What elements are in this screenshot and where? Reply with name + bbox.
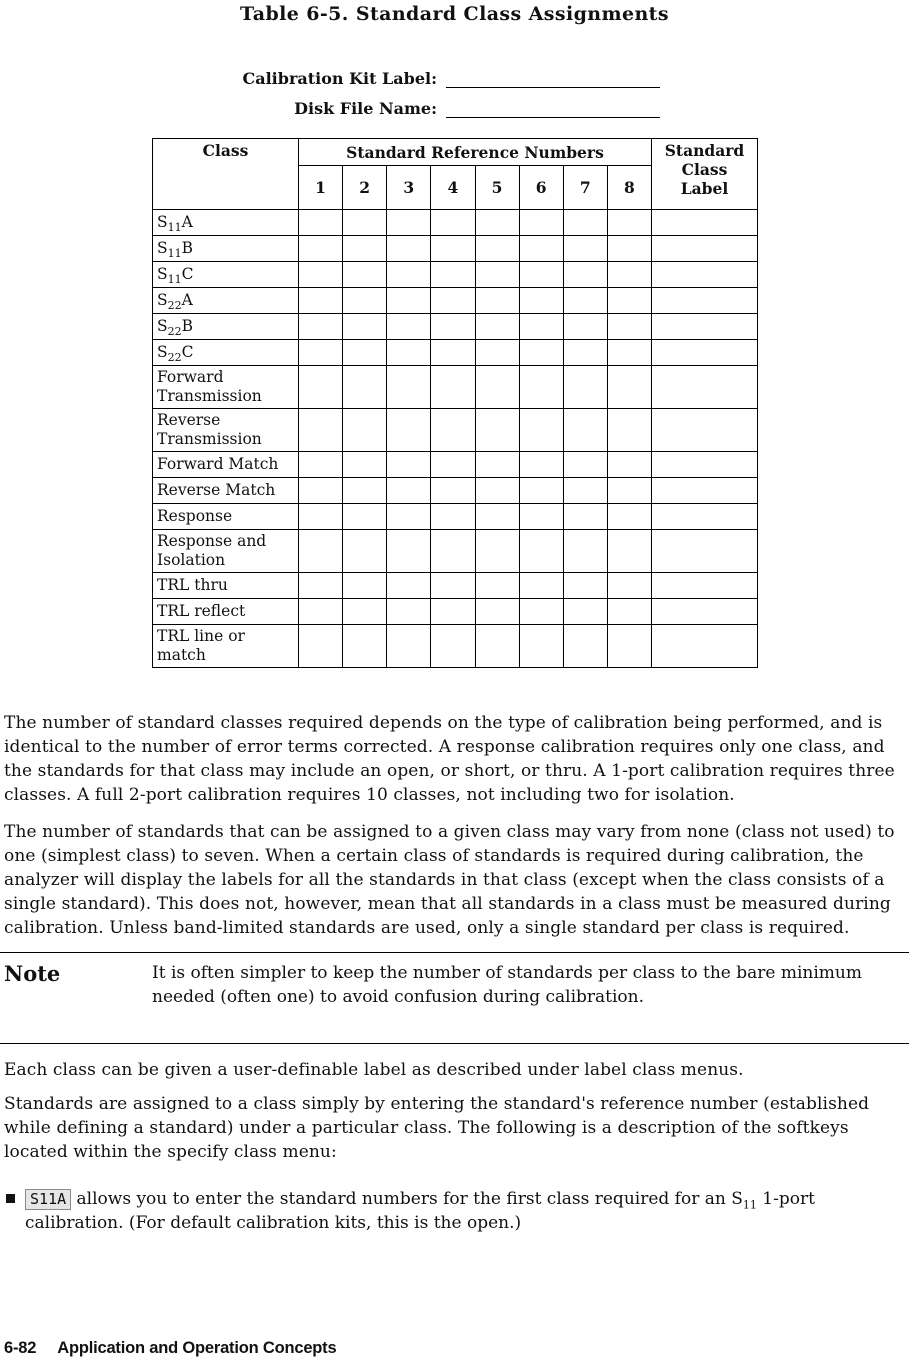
ref-number-blank-cell: [607, 625, 651, 668]
ref-number-blank-cell: [343, 236, 387, 262]
footer-title: Application and Operation Concepts: [57, 1339, 337, 1357]
ref-number-header: 8: [607, 166, 651, 210]
class-name-cell: Response and Isolation: [153, 530, 299, 573]
ref-number-blank-cell: [299, 599, 343, 625]
ref-number-blank-cell: [563, 236, 607, 262]
bullet-text-subscript: 11: [742, 1198, 757, 1212]
ref-number-blank-cell: [475, 504, 519, 530]
ref-number-blank-cell: [299, 314, 343, 340]
ref-number-blank-cell: [475, 530, 519, 573]
ref-number-blank-cell: [431, 262, 475, 288]
class-name-cell: $S_{22}B$: [153, 314, 299, 340]
class-name-cell: Forward Transmission: [153, 366, 299, 409]
ref-number-header: 2: [343, 166, 387, 210]
standard-class-label-blank-cell: [652, 210, 758, 236]
ref-number-blank-cell: [475, 236, 519, 262]
ref-number-blank-cell: [475, 288, 519, 314]
table-row: [153, 599, 758, 625]
ref-number-blank-cell: [431, 210, 475, 236]
paragraph-standard-classes: The number of standard classes required depends on the type of calibration being performed, and is identical to the number of error terms corrected. A response calibration requires only one class, and the standards for that class may include an open, or short, or thru. A 1-port calibration requires three classes. A full 2-port calibration requires 10 classes, not including two for isolation.: [4, 713, 895, 805]
ref-number-blank-cell: [519, 340, 563, 366]
square-bullet-icon: [6, 1194, 15, 1203]
class-name-cell: Reverse Match: [153, 478, 299, 504]
form-block: [0, 69, 909, 118]
table-row: [153, 366, 758, 409]
ref-number-blank-cell: [475, 210, 519, 236]
s11a-softkey-label: S11A: [25, 1189, 71, 1210]
paragraph-softkeys-intro: Standards are assigned to a class simply by entering the standard's reference number (established while defining a standard) under a particular class. The following is a description of the softkeys located within the specify class menu:: [4, 1094, 870, 1162]
ref-number-blank-cell: [519, 573, 563, 599]
ref-number-blank-cell: [387, 573, 431, 599]
standard-class-label-blank-cell: [652, 236, 758, 262]
ref-number-blank-cell: [563, 340, 607, 366]
calibration-kit-label: Calibration Kit Label:: [242, 69, 437, 88]
ref-number-blank-cell: [431, 366, 475, 409]
note-box: [0, 952, 909, 1044]
ref-number-blank-cell: [519, 625, 563, 668]
class-name-cell: $S_{11}C$: [153, 262, 299, 288]
ref-number-blank-cell: [387, 504, 431, 530]
standard-class-table-wrapper: [152, 138, 909, 668]
table-row: [153, 236, 758, 262]
bullet-text-pre: allows you to enter the standard numbers for the first class required for an S: [71, 1189, 743, 1209]
ref-number-blank-cell: [343, 599, 387, 625]
ref-number-blank-cell: [431, 625, 475, 668]
calibration-kit-blank-line: [446, 71, 660, 88]
table-row: [153, 573, 758, 599]
ref-number-blank-cell: [387, 452, 431, 478]
ref-number-blank-cell: [299, 262, 343, 288]
ref-number-blank-cell: [431, 314, 475, 340]
ref-number-blank-cell: [563, 599, 607, 625]
ref-number-blank-cell: [475, 573, 519, 599]
standard-class-label-blank-cell: [652, 366, 758, 409]
ref-number-blank-cell: [299, 288, 343, 314]
ref-number-header: 4: [431, 166, 475, 210]
ref-number-blank-cell: [299, 478, 343, 504]
table-row: [153, 262, 758, 288]
class-name-cell: $S_{11}A$: [153, 210, 299, 236]
ref-number-blank-cell: [475, 452, 519, 478]
ref-number-blank-cell: [607, 262, 651, 288]
table-row: [153, 340, 758, 366]
paragraph-class-label: Each class can be given a user-definable label as described under label class menus.: [4, 1060, 744, 1080]
ref-number-blank-cell: [431, 478, 475, 504]
table-row: [153, 625, 758, 668]
standard-class-label-blank-cell: [652, 262, 758, 288]
class-column-header: Class: [153, 139, 299, 210]
standard-class-label-blank-cell: [652, 288, 758, 314]
ref-number-blank-cell: [431, 530, 475, 573]
ref-number-blank-cell: [299, 504, 343, 530]
table-row: [153, 314, 758, 340]
ref-number-blank-cell: [343, 366, 387, 409]
ref-number-blank-cell: [343, 314, 387, 340]
ref-number-blank-cell: [387, 236, 431, 262]
table-row: [153, 210, 758, 236]
ref-number-blank-cell: [563, 366, 607, 409]
ref-number-blank-cell: [299, 366, 343, 409]
table-row: [153, 409, 758, 452]
class-name-cell: Reverse Transmission: [153, 409, 299, 452]
standard-class-label-line1: Standard: [664, 141, 745, 160]
class-name-cell: $S_{22}C$: [153, 340, 299, 366]
table-title: Table 6-5. Standard Class Assignments: [240, 3, 669, 25]
ref-number-blank-cell: [607, 288, 651, 314]
standard-class-label-blank-cell: [652, 599, 758, 625]
ref-number-blank-cell: [563, 452, 607, 478]
ref-number-blank-cell: [607, 504, 651, 530]
ref-number-blank-cell: [519, 409, 563, 452]
table-row: [153, 288, 758, 314]
ref-number-blank-cell: [475, 340, 519, 366]
ref-number-header: 7: [563, 166, 607, 210]
ref-number-blank-cell: [519, 504, 563, 530]
ref-number-blank-cell: [299, 210, 343, 236]
ref-number-blank-cell: [519, 314, 563, 340]
ref-number-blank-cell: [343, 452, 387, 478]
table-row: [153, 452, 758, 478]
ref-number-blank-cell: [299, 236, 343, 262]
standard-class-label-blank-cell: [652, 573, 758, 599]
ref-number-blank-cell: [519, 366, 563, 409]
ref-number-blank-cell: [563, 210, 607, 236]
standard-class-label-blank-cell: [652, 478, 758, 504]
ref-number-blank-cell: [607, 573, 651, 599]
ref-number-blank-cell: [343, 530, 387, 573]
disk-file-name-label: Disk File Name:: [294, 99, 437, 118]
calibration-kit-line: [0, 69, 909, 88]
ref-number-blank-cell: [299, 340, 343, 366]
ref-number-blank-cell: [475, 262, 519, 288]
ref-number-blank-cell: [343, 340, 387, 366]
ref-number-blank-cell: [387, 366, 431, 409]
ref-number-blank-cell: [387, 314, 431, 340]
ref-number-blank-cell: [343, 478, 387, 504]
ref-number-blank-cell: [299, 409, 343, 452]
table-row: [153, 530, 758, 573]
class-name-cell: TRL line or match: [153, 625, 299, 668]
standard-class-label-blank-cell: [652, 530, 758, 573]
class-name-cell: TRL reflect: [153, 599, 299, 625]
ref-number-blank-cell: [563, 288, 607, 314]
standard-class-label-blank-cell: [652, 340, 758, 366]
ref-number-header: 5: [475, 166, 519, 210]
ref-number-blank-cell: [475, 314, 519, 340]
ref-number-blank-cell: [519, 236, 563, 262]
bullet-text-post: 1-port calibration. (For default calibration kits, this is the open.): [25, 1189, 815, 1233]
ref-number-blank-cell: [431, 288, 475, 314]
note-text: It is often simpler to keep the number of standards per class to the bare minimum needed (often one) to avoid confusion during calibration.: [152, 963, 862, 1007]
ref-number-blank-cell: [607, 366, 651, 409]
ref-number-blank-cell: [343, 625, 387, 668]
ref-number-blank-cell: [475, 625, 519, 668]
ref-number-blank-cell: [299, 530, 343, 573]
ref-number-blank-cell: [431, 409, 475, 452]
ref-number-blank-cell: [431, 599, 475, 625]
page-footer: [4, 1339, 336, 1358]
ref-number-blank-cell: [387, 340, 431, 366]
ref-number-blank-cell: [519, 478, 563, 504]
ref-number-blank-cell: [299, 452, 343, 478]
ref-number-blank-cell: [563, 504, 607, 530]
standard-class-label-header: [652, 139, 758, 210]
ref-number-blank-cell: [607, 478, 651, 504]
standard-class-label-line2: Class Label: [680, 160, 729, 198]
table-row: [153, 504, 758, 530]
ref-number-blank-cell: [343, 573, 387, 599]
ref-number-blank-cell: [607, 530, 651, 573]
ref-number-header: 3: [387, 166, 431, 210]
ref-number-blank-cell: [607, 340, 651, 366]
class-name-cell: Response: [153, 504, 299, 530]
ref-number-blank-cell: [607, 452, 651, 478]
ref-number-blank-cell: [519, 530, 563, 573]
ref-number-blank-cell: [607, 314, 651, 340]
disk-file-line: [0, 99, 909, 118]
ref-number-blank-cell: [387, 478, 431, 504]
ref-number-blank-cell: [519, 452, 563, 478]
ref-number-blank-cell: [563, 625, 607, 668]
class-name-cell: $S_{22}A$: [153, 288, 299, 314]
ref-number-blank-cell: [475, 409, 519, 452]
class-name-cell: Forward Match: [153, 452, 299, 478]
ref-number-blank-cell: [563, 409, 607, 452]
note-heading: Note: [4, 961, 61, 986]
ref-number-blank-cell: [343, 210, 387, 236]
ref-number-blank-cell: [475, 599, 519, 625]
ref-number-blank-cell: [519, 210, 563, 236]
table-row: [153, 478, 758, 504]
ref-number-blank-cell: [387, 409, 431, 452]
standard-class-label-blank-cell: [652, 504, 758, 530]
softkey-bullet-item: [4, 1187, 905, 1235]
ref-number-blank-cell: [343, 504, 387, 530]
standard-class-label-blank-cell: [652, 625, 758, 668]
disk-file-name-blank-line: [446, 101, 660, 118]
ref-number-blank-cell: [299, 573, 343, 599]
ref-number-blank-cell: [387, 288, 431, 314]
ref-number-blank-cell: [563, 478, 607, 504]
ref-number-blank-cell: [519, 599, 563, 625]
ref-number-blank-cell: [431, 504, 475, 530]
paragraph-standards-assignment: The number of standards that can be assigned to a given class may vary from none (class not used) to one (simplest class) to seven. When a certain class of standards is required during calibration, the analyzer will display the labels for all the standards in that class (except when the class consists of a single standard). This does not, however, mean that all standards in a class must be measured during calibration. Unless band-limited standards are used, only a single standard per class is required.: [4, 822, 895, 938]
ref-number-blank-cell: [387, 530, 431, 573]
ref-number-blank-cell: [519, 288, 563, 314]
ref-number-blank-cell: [343, 409, 387, 452]
ref-number-blank-cell: [475, 366, 519, 409]
standard-class-label-blank-cell: [652, 452, 758, 478]
ref-number-blank-cell: [475, 478, 519, 504]
ref-number-blank-cell: [563, 573, 607, 599]
ref-number-header: 1: [299, 166, 343, 210]
ref-number-blank-cell: [387, 262, 431, 288]
ref-number-blank-cell: [431, 236, 475, 262]
ref-number-blank-cell: [607, 599, 651, 625]
ref-number-blank-cell: [431, 340, 475, 366]
page-number: 6-82: [4, 1339, 37, 1357]
ref-number-blank-cell: [607, 210, 651, 236]
standard-class-assignments-table: [152, 138, 758, 668]
ref-number-blank-cell: [387, 599, 431, 625]
standard-reference-numbers-header: Standard Reference Numbers: [299, 139, 652, 166]
ref-number-blank-cell: [387, 625, 431, 668]
class-name-cell: $S_{11}B$: [153, 236, 299, 262]
ref-number-blank-cell: [607, 409, 651, 452]
ref-number-blank-cell: [343, 288, 387, 314]
ref-number-blank-cell: [299, 625, 343, 668]
ref-number-blank-cell: [563, 262, 607, 288]
ref-number-blank-cell: [519, 262, 563, 288]
ref-number-blank-cell: [563, 314, 607, 340]
table-header-row: [153, 139, 758, 166]
ref-number-header: 6: [519, 166, 563, 210]
ref-number-blank-cell: [431, 573, 475, 599]
standard-class-label-blank-cell: [652, 409, 758, 452]
ref-number-blank-cell: [343, 262, 387, 288]
ref-number-blank-cell: [563, 530, 607, 573]
standard-class-label-blank-cell: [652, 314, 758, 340]
ref-number-blank-cell: [431, 452, 475, 478]
class-name-cell: TRL thru: [153, 573, 299, 599]
ref-number-blank-cell: [387, 210, 431, 236]
ref-number-blank-cell: [607, 236, 651, 262]
